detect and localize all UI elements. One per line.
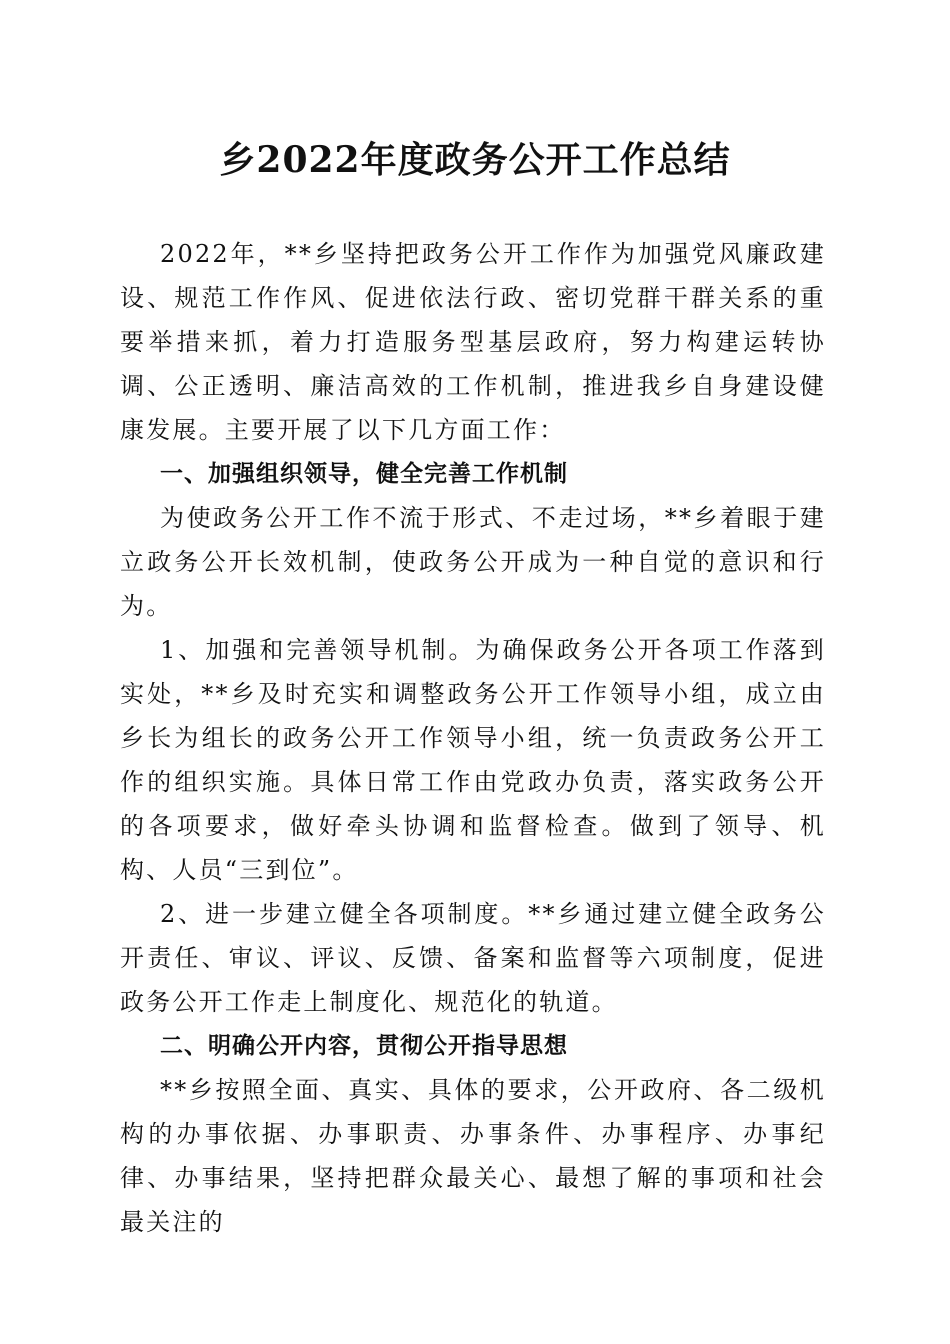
section-1-item-1: 1、加强和完善领导机制。为确保政务公开各项工作落到实处，**乡及时充实和调整政务公开工作领导小组，成立由乡长为组长的政务公开工作领导小组，统一负责政务公开工作的组织实施。具体日常工作由党政办负责，落实政务公开的各项要求，做好牵头协调和监督检查。做到了领导、机构、人员“三到位”。 [120, 636, 826, 884]
section-heading-1: 一、加强组织领导，健全完善工作机制 [160, 461, 568, 487]
section-1-intro: 为使政务公开工作不流于形式、不走过场，**乡着眼于建立政务公开长效机制，使政务公开成为一种自觉的意识和行为。 [120, 504, 826, 620]
document-body [120, 232, 826, 1244]
intro-paragraph: 2022年，**乡坚持把政务公开工作作为加强党风廉政建设、规范工作作风、促进依法行政、密切党群干群关系的重要举措来抓，着力打造服务型基层政府，努力构建运转协调、公正透明、廉洁高效的工作机制，推进我乡自身建设健康发展。主要开展了以下几方面工作： [120, 240, 826, 444]
section-2-intro: **乡按照全面、真实、具体的要求，公开政府、各二级机构的办事依据、办事职责、办事条件、办事程序、办事纪律、办事结果，坚持把群众最关心、最想了解的事项和社会最关注的 [120, 1076, 826, 1236]
section-1-item-2: 2、进一步建立健全各项制度。**乡通过建立健全政务公开责任、审议、评议、反馈、备案和监督等六项制度，促进政务公开工作走上制度化、规范化的轨道。 [120, 900, 826, 1016]
document-title: 乡2022年度政务公开工作总结 [219, 139, 731, 181]
section-heading-2: 二、明确公开内容，贯彻公开指导思想 [160, 1033, 568, 1059]
